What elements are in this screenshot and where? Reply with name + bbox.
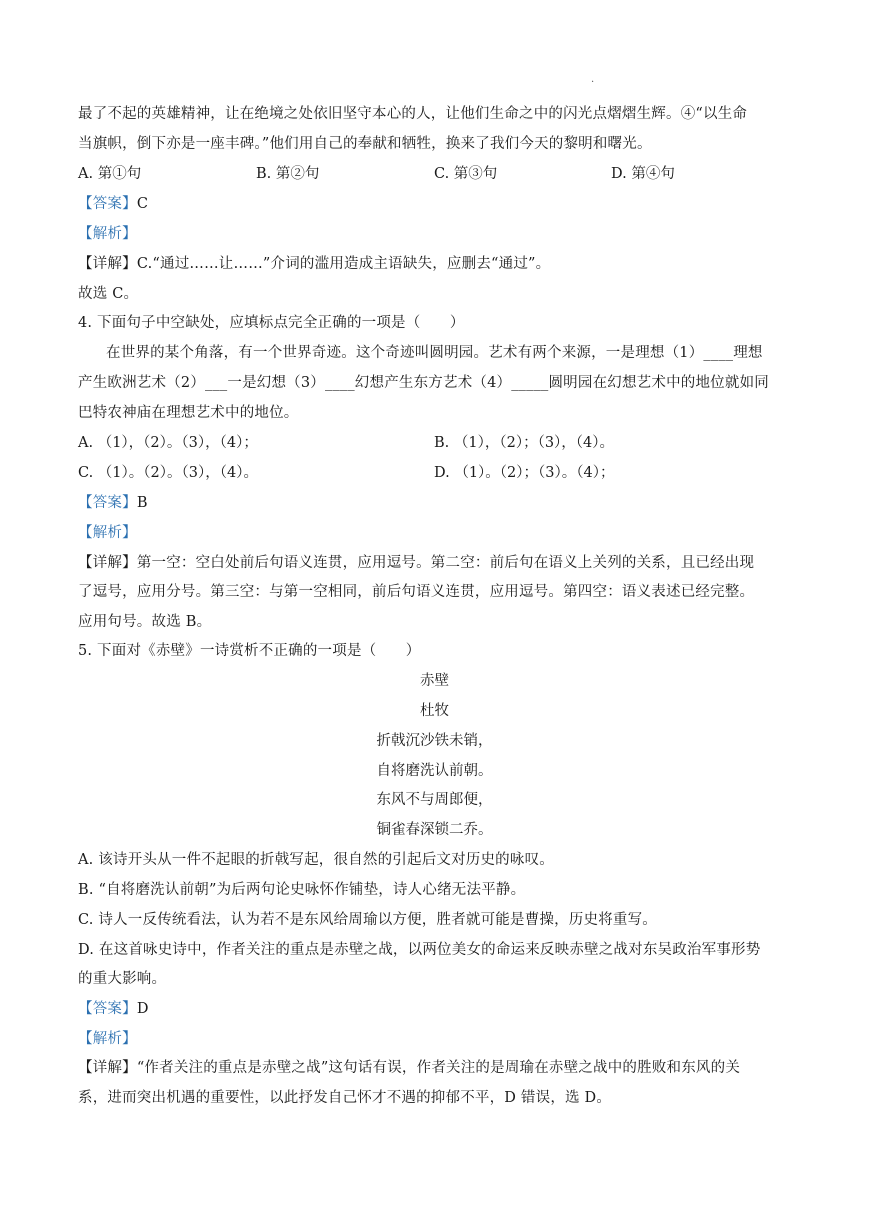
q3-analysis [78, 224, 137, 244]
poem-line: 铜雀春深锁二乔。 [376, 822, 493, 838]
q5-analysis [78, 1029, 137, 1049]
poem-title: 赤壁 [420, 673, 449, 689]
q4-analysis [78, 523, 137, 543]
q5-detail-line [78, 1058, 740, 1078]
answer-value: D [136, 1001, 149, 1017]
intro-option-d: D. 第④句 [611, 166, 675, 182]
detail-text: C.“通过……让……”介词的滥用造成主语缺失，应删去“通过”。 [136, 256, 551, 272]
answer-value: B [136, 495, 148, 511]
analysis-tag: 【解析】 [78, 226, 137, 242]
q5-answer [78, 999, 149, 1019]
q3-conclusion: 故选 C。 [78, 286, 139, 302]
q4-passage-line: 产生欧洲艺术（2）___一是幻想（3）____幻想产生东方艺术（4）_____圆明园在幻想艺术中的地位就如同 [78, 375, 769, 391]
q4-stem: 4. 下面句子中空缺处，应填标点完全正确的一项是（ ） [78, 315, 465, 331]
q3-answer [78, 194, 148, 214]
intro-option-b: B. 第②句 [256, 166, 320, 182]
q4-detail-line: 应用句号。故选 B。 [78, 614, 212, 630]
q4-passage-line: 巴特农神庙在理想艺术中的地位。 [78, 405, 299, 421]
detail-tag: 【详解】 [78, 256, 137, 272]
q3-detail [78, 254, 550, 274]
answer-tag: 【答案】 [78, 495, 137, 511]
answer-value: C [136, 196, 149, 212]
q5-option-d: D. 在这首咏史诗中，作者关注的重点是赤壁之战，以两位美女的命运来反映赤壁之战对东吴政治军事形势 [78, 942, 761, 958]
poem-line: 东风不与周郎便， [376, 792, 493, 808]
intro-option-a: A. 第①句 [78, 166, 142, 182]
intro-line: 当旗帜，倒下亦是一座丰碑。”他们用自己的奉献和牺牲，换来了我们今天的黎明和曙光。 [78, 136, 652, 152]
q4-option-b: B. （1），（2）；（3），（4）。 [434, 435, 615, 451]
intro-line: 最了不起的英雄精神，让在绝境之处依旧坚守本心的人，让他们生命之中的闪光点熠熠生辉。④“以生命 [78, 106, 748, 122]
q4-detail-line: 了逗号，应用分号。第三空：与第一空相同，前后句语义连贯，应用逗号。第四空：语义表述已经完整。 [78, 584, 755, 600]
q5-option-b: B. “自将磨洗认前朝”为后两句论史咏怀作铺垫，诗人心绪无法平静。 [78, 882, 526, 898]
analysis-tag: 【解析】 [78, 525, 137, 541]
detail-text: 第一空：空白处前后句语义连贯，应用逗号。第二空：前后句在语义上关列的关系，且已经出现 [136, 555, 755, 571]
q5-stem: 5. 下面对《赤壁》一诗赏析不正确的一项是（ ） [78, 643, 421, 659]
analysis-tag: 【解析】 [78, 1031, 137, 1047]
answer-tag: 【答案】 [78, 196, 137, 212]
q4-answer [78, 493, 148, 513]
q5-option-d-cont: 的重大影响。 [78, 971, 167, 987]
detail-text: “作者关注的重点是赤壁之战”这句话有误，作者关注的是周瑜在赤壁之战中的胜败和东风的关 [136, 1060, 741, 1076]
q4-detail-line [78, 553, 754, 573]
q5-option-a: A. 该诗开头从一件不起眼的折戟写起，很自然的引起后文对历史的咏叹。 [78, 852, 554, 868]
q4-option-c: C. （1）。（2）。（3），（4）。 [78, 465, 258, 481]
header-mark: . [591, 74, 595, 85]
q4-option-a: A. （1），（2）。（3），（4）； [78, 435, 258, 451]
q5-detail-line: 系，进而突出机遇的重要性，以此抒发自己怀才不遇的抑郁不平，D 错误，选 D。 [78, 1090, 612, 1106]
intro-option-c: C. 第③句 [434, 166, 498, 182]
poem-author: 杜牧 [420, 703, 449, 719]
detail-tag: 【详解】 [78, 555, 137, 571]
q4-option-d: D. （1）。（2）；（3）。（4）； [434, 465, 615, 481]
answer-tag: 【答案】 [78, 1001, 137, 1017]
detail-tag: 【详解】 [78, 1060, 137, 1076]
q5-option-c: C. 诗人一反传统看法，认为若不是东风给周瑜以方便，胜者就可能是曹操，历史将重写。 [78, 912, 657, 928]
poem-line: 折戟沉沙铁未销， [376, 733, 493, 749]
q4-passage-line: 在世界的某个角落，有一个世界奇迹。这个奇迹叫圆明园。艺术有两个来源，一是理想（1）____理想 [106, 345, 763, 361]
poem-line: 自将磨洗认前朝。 [376, 763, 493, 779]
